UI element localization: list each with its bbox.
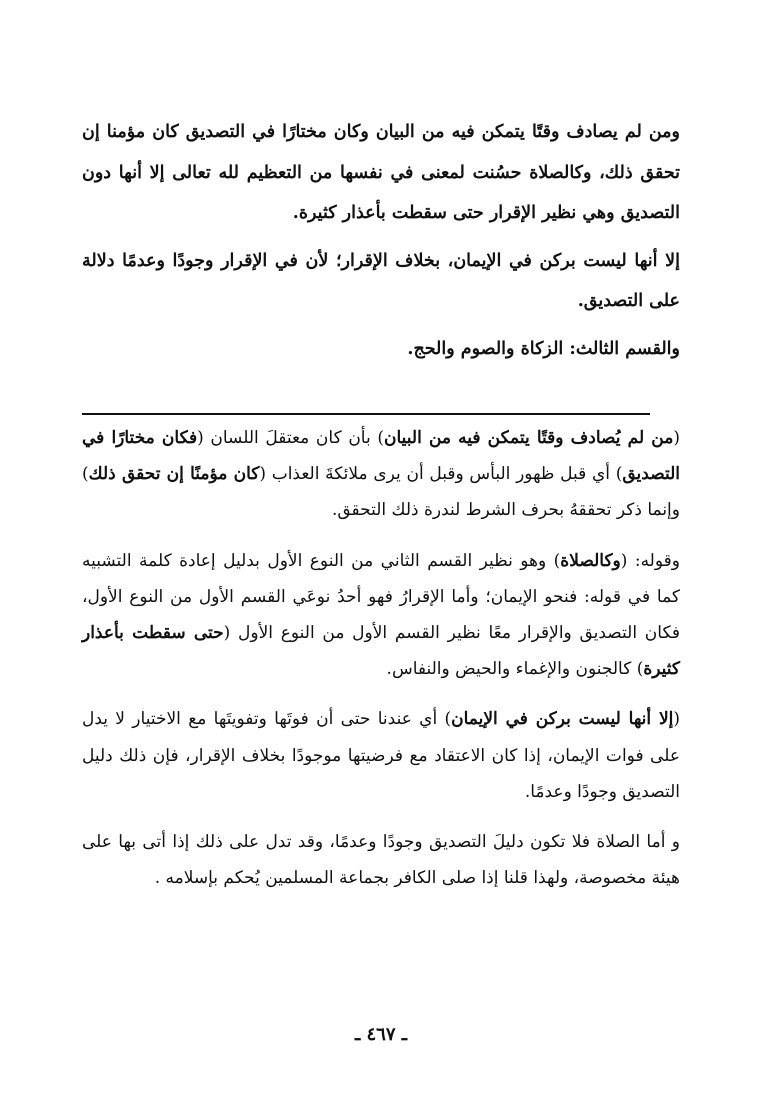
quoted-matn-phrase: حتى سقطت بأعذار كثيرة (82, 623, 680, 680)
commentary-text: و أما الصلاة فلا تكون دليلَ التصديق وجودًا وعدمًا، وقد تدل على ذلك إذا أتى بها على هيئة مخصوصة، ولهذا قلنا إذا صلى الكافر بجماعة المسلمين يُحكم بإسلامه . (82, 832, 680, 889)
sharh-paragraph-2 (82, 543, 680, 688)
matn-text-block (82, 112, 680, 376)
quoted-matn-phrase: من لم يُصادف وقتًا يتمكن فيه من البيان (383, 428, 674, 448)
quoted-matn-phrase: فكان مختارًا في التصديق (82, 428, 680, 485)
quoted-matn-phrase: إلا أنها ليست بركن في الإيمان (451, 709, 674, 730)
commentary-text: ) وهو نظير القسم الثاني من النوع الأول بدليل إعادة كلمة التشبيه كما في قوله: فنحو الإيمان؛ وأما الإقرارُ فهو أحدُ نوعَي القسم الأول من النوع الأول، فكان التصديق والإقرار معًا نظير القسم الأول من النوع الأول ( (82, 550, 680, 644)
matn-paragraph-3: والقسم الثالث: الزكاة والصوم والحج. (407, 338, 680, 359)
commentary-text: ) أي قبل ظهور البأس وقبل أن يرى ملائكةَ العذاب ( (259, 464, 623, 485)
sharh-paragraph-1 (82, 420, 680, 529)
commentary-text: ) وإنما ذكر تحققهُ بحرف الشرط لندرة ذلك التحقق. (82, 464, 680, 521)
quoted-matn-phrase: كان مؤمنًا إن تحقق ذلك (88, 464, 260, 485)
page-number: ـ ٤٦٧ ـ (354, 1024, 408, 1045)
commentary-text: ) بأن كان معتقلَ اللسان ( (197, 428, 384, 448)
commentary-text: ) أي عندنا حتى أن فوتَها وتفويتَها مع الاختيار لا يدل على فوات الإيمان، إذا كان الاعتقاد مع فرضيتها موجودًا بخلاف الإقرار، فإن ذلك دليل التصديق وجودًا وعدمًا. (82, 709, 680, 802)
sharh-paragraph-4 (82, 824, 680, 896)
sharh-commentary-block (82, 420, 680, 910)
commentary-text: وقوله: ( (620, 550, 680, 571)
commentary-text: ( (673, 709, 680, 730)
matn-section (82, 112, 680, 369)
quoted-matn-phrase: وكالصلاة (560, 550, 621, 571)
matn-paragraph-1: ومن لم يصادف وقتًا يتمكن فيه من البيان وكان مختارًا في التصديق كان مؤمنا إن تحقق ذلك، وكالصلاة حسُنت لمعنى في نفسها من التعظيم لله تعالى إلا أنها دون التصديق وهي نظير الإقرار حتى سقطت بأعذار كثيرة. (82, 122, 680, 223)
matn-paragraph-2: إلا أنها ليست بركن في الإيمان، بخلاف الإقرار؛ لأن في الإقرار وجودًا وعدمًا دلالة على التصديق. (82, 250, 680, 311)
sharh-paragraph-3 (82, 701, 680, 810)
commentary-text: ( (673, 428, 680, 448)
separator-rule (82, 413, 650, 415)
commentary-text: ) كالجنون والإغماء والحيض والنفاس. (386, 659, 644, 680)
